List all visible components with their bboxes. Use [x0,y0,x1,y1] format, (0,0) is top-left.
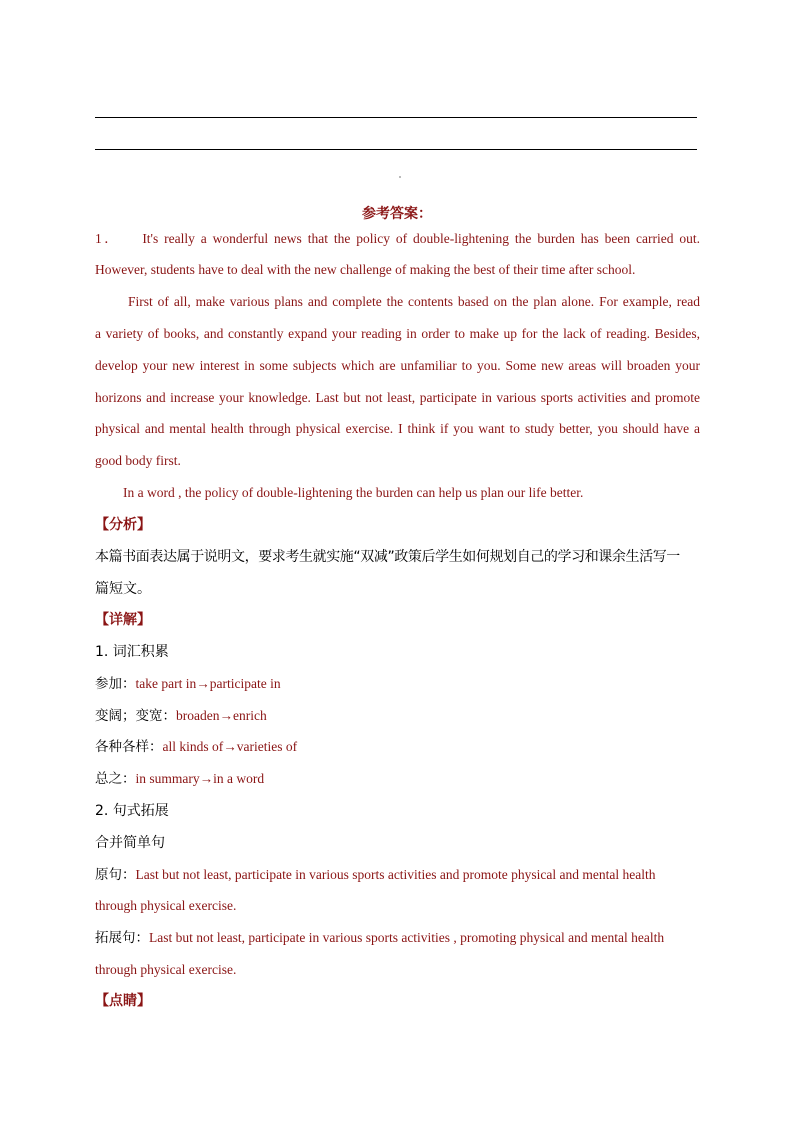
sentence-subtitle: 合并简单句 [95,835,165,851]
expanded-text: Last but not least, participate in various sports activities , promoting physical and mental health [149,930,665,945]
essay-text: a variety of books, and constantly expand your reading in order to make up for the lack of reading. Besides, [95,326,700,341]
essay-text: develop your new interest in some subjects which are unfamiliar to you. Some new areas will broaden your [95,358,700,373]
essay-line-1 [95,230,700,248]
essay-line-9: In a word , the policy of double-lightening the burden can help us plan our life better. [123,485,584,500]
essay-line-7 [95,420,700,438]
answer-title: 参考答案： [362,206,432,222]
comment-heading: 【点睛】 [95,993,151,1009]
analysis-text-line-1: 本篇书面表达属于说明文，要求考生就实施“双减”政策后学生如何规划自己的学习和课余生活写一 [95,549,680,565]
question-number: 1． [95,231,121,246]
vocab-en: broaden→enrich [176,708,267,723]
essay-line-2: However, students have to deal with the new challenge of making the best of their time after school. [95,262,636,277]
vocab-en: in summary→in a word [135,771,265,786]
essay-line-3 [128,293,700,311]
expanded-sentence-line-2: through physical exercise. [95,962,237,977]
vocab-item [95,707,700,725]
vocab-title: 1. 词汇积累 [95,644,169,660]
detail-heading: 【详解】 [95,612,151,628]
essay-text: First of all, make various plans and complete the contents based on the plan alone. For example, read [128,294,700,309]
answer-line-2 [95,149,697,150]
analysis-text-line-2: 篇短文。 [95,581,151,597]
original-sentence-line-2: through physical exercise. [95,898,237,913]
essay-line-5 [95,357,700,375]
essay-text: It's really a wonderful news that the policy of double-lightening the burden has been carried out. [142,231,700,246]
essay-line-6 [95,389,700,407]
original-label: 原句： [95,867,136,883]
answer-line-1 [95,117,697,118]
sentence-title: 2. 句式拓展 [95,803,169,819]
vocab-cn: 各种各样： [95,739,163,755]
vocab-cn: 总之： [95,771,136,787]
essay-text: horizons and increase your knowledge. Last but not least, participate in various sports activities and promote [95,390,700,405]
expanded-label: 拓展句： [95,930,149,946]
vocab-cn: 变阔；变宽： [95,708,176,724]
essay-line-4 [95,325,700,343]
vocab-en: take part in→participate in [135,676,281,691]
essay-line-8: good body first. [95,453,181,468]
vocab-item [95,770,700,788]
original-text: Last but not least, participate in various sports activities and promote physical and mental health [135,867,656,882]
vocab-item [95,675,700,693]
vocab-en: all kinds of→varieties of [162,739,298,754]
vocab-item [95,738,700,756]
stray-mark [399,176,401,178]
vocab-cn: 参加： [95,676,136,692]
expanded-sentence-line-1 [95,929,700,947]
essay-text: physical and mental health through physical exercise. I think if you want to study better, you should have a [95,421,700,436]
original-sentence-line-1 [95,866,700,884]
analysis-heading: 【分析】 [95,517,151,533]
